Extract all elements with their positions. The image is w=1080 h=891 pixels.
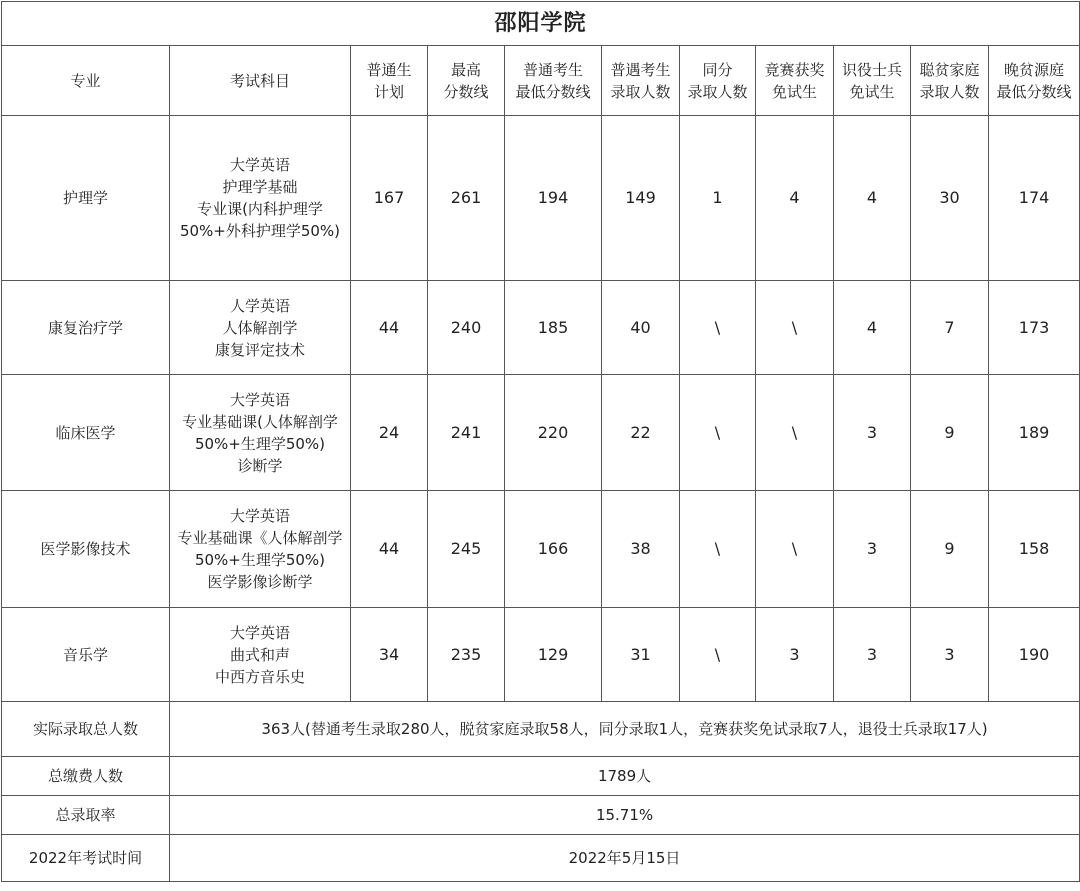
- summary-value: 1789人: [170, 757, 1080, 796]
- min-score-cell: 194: [505, 116, 602, 281]
- summary-label: 实际录取总人数: [2, 702, 170, 757]
- max-score-cell: 240: [428, 281, 505, 375]
- min-score-cell: 129: [505, 608, 602, 702]
- competition-cell: \: [756, 375, 834, 491]
- subject-line: 50%+外科护理学50%): [179, 222, 341, 240]
- header-line: 最低分数线: [996, 82, 1072, 101]
- summary-label: 总录取率: [2, 796, 170, 835]
- major-cell: 医学影像技术: [2, 491, 170, 608]
- min-score-cell: 166: [505, 491, 602, 608]
- poverty-min-cell: 173: [989, 281, 1080, 375]
- table-row: [2, 116, 1080, 281]
- same-score-cell: 1: [680, 116, 756, 281]
- admitted-cell: 22: [602, 375, 680, 491]
- summary-row: [2, 835, 1080, 882]
- header-line: 晚贫源庭: [1004, 60, 1065, 79]
- summary-value: 363人(替通考生录取280人，脱贫家庭录取58人，同分录取1人，竞赛获奖免试录取7人，退役士兵录取17人): [170, 702, 1080, 757]
- column-header: [505, 46, 602, 116]
- column-header: [2, 46, 170, 116]
- same-score-cell: \: [680, 375, 756, 491]
- same-score-cell: \: [680, 281, 756, 375]
- summary-row: [2, 702, 1080, 757]
- subject-line: 医学影像诊断学: [207, 573, 313, 591]
- competition-cell: \: [756, 491, 834, 608]
- table-title: 邵阳学院: [2, 2, 1080, 46]
- table-row: [2, 281, 1080, 375]
- competition-cell: \: [756, 281, 834, 375]
- plan-cell: 24: [351, 375, 428, 491]
- major-cell: 临床医学: [2, 375, 170, 491]
- header-line: 分数线: [443, 82, 489, 101]
- min-score-cell: 220: [505, 375, 602, 491]
- column-header: [170, 46, 351, 116]
- admitted-cell: 38: [602, 491, 680, 608]
- same-score-cell: \: [680, 491, 756, 608]
- subjects-cell: [170, 281, 351, 375]
- same-score-cell: \: [680, 608, 756, 702]
- header-line: 专业: [70, 71, 101, 90]
- column-header: [989, 46, 1080, 116]
- column-header: [756, 46, 834, 116]
- poverty-min-cell: 190: [989, 608, 1080, 702]
- max-score-cell: 241: [428, 375, 505, 491]
- header-line: 识役士兵: [841, 60, 902, 79]
- subject-line: 大学英语: [229, 507, 290, 525]
- table-row: [2, 608, 1080, 702]
- max-score-cell: 245: [428, 491, 505, 608]
- poverty-min-cell: 158: [989, 491, 1080, 608]
- header-line: 同分: [702, 60, 733, 79]
- subjects-cell: [170, 608, 351, 702]
- subject-line: 大学英语: [229, 390, 290, 409]
- poverty-cell: 9: [911, 375, 989, 491]
- veteran-cell: 3: [834, 608, 911, 702]
- admitted-cell: 40: [602, 281, 680, 375]
- veteran-cell: 4: [834, 116, 911, 281]
- header-line: 普通生: [366, 60, 412, 79]
- header-line: 竟赛获奖: [764, 60, 825, 79]
- poverty-cell: 3: [911, 608, 989, 702]
- header-line: 录取人数: [919, 82, 980, 101]
- summary-label: 2022年考试时间: [2, 835, 170, 882]
- poverty-min-cell: 174: [989, 116, 1080, 281]
- admitted-cell: 31: [602, 608, 680, 702]
- title-row: [2, 2, 1080, 46]
- header-line: 聪贫家庭: [919, 60, 980, 79]
- subject-line: 中西方音乐史: [214, 667, 305, 686]
- summary-value: 15.71%: [170, 796, 1080, 835]
- table-row: [2, 375, 1080, 491]
- header-line: 最低分数线: [515, 82, 591, 101]
- competition-cell: 3: [756, 608, 834, 702]
- plan-cell: 44: [351, 491, 428, 608]
- column-header: [911, 46, 989, 116]
- header-line: 计划: [373, 82, 404, 101]
- subject-line: 曲式和声: [229, 645, 290, 664]
- subject-line: 大学英语: [229, 623, 290, 642]
- header-line: 免试生: [771, 82, 817, 101]
- subject-line: 人学英语: [229, 296, 290, 315]
- header-line: 录取人数: [610, 82, 671, 101]
- poverty-cell: 7: [911, 281, 989, 375]
- subjects-cell: [170, 375, 351, 491]
- poverty-cell: 30: [911, 116, 989, 281]
- competition-cell: 4: [756, 116, 834, 281]
- header-line: 最高: [450, 60, 481, 79]
- subject-line: 50%+生理学50%): [194, 434, 326, 453]
- plan-cell: 34: [351, 608, 428, 702]
- plan-cell: 167: [351, 116, 428, 281]
- header-line: 免试生: [849, 82, 895, 101]
- column-header: [602, 46, 680, 116]
- subject-line: 专业课(内科护理学: [197, 200, 323, 218]
- column-header: [834, 46, 911, 116]
- major-cell: 音乐学: [2, 608, 170, 702]
- subjects-cell: [170, 491, 351, 608]
- veteran-cell: 3: [834, 375, 911, 491]
- summary-label: 总缴费人数: [2, 757, 170, 796]
- header-line: 考试科目: [229, 71, 290, 90]
- header-row: [2, 46, 1080, 116]
- subject-line: 大学英语: [229, 156, 290, 174]
- veteran-cell: 3: [834, 491, 911, 608]
- subject-line: 诊断学: [237, 456, 283, 475]
- max-score-cell: 261: [428, 116, 505, 281]
- table-body: [2, 116, 1080, 702]
- subject-line: 人体解剖学: [222, 318, 298, 337]
- max-score-cell: 235: [428, 608, 505, 702]
- column-header: [680, 46, 756, 116]
- subject-line: 护理学基础: [222, 178, 298, 196]
- summary-value: 2022年5月15日: [170, 835, 1080, 882]
- summary-row: [2, 757, 1080, 796]
- header-line: 普遇考生: [610, 60, 671, 79]
- table-row: [2, 491, 1080, 608]
- column-header: [428, 46, 505, 116]
- major-cell: 护理学: [2, 116, 170, 281]
- subject-line: 50%+生理学50%): [194, 551, 326, 569]
- poverty-min-cell: 189: [989, 375, 1080, 491]
- veteran-cell: 4: [834, 281, 911, 375]
- summary-body: [2, 702, 1080, 882]
- summary-row: [2, 796, 1080, 835]
- admission-table: [1, 1, 1080, 882]
- plan-cell: 44: [351, 281, 428, 375]
- subject-line: 专业基础课(人体解剖学: [182, 412, 338, 431]
- poverty-cell: 9: [911, 491, 989, 608]
- min-score-cell: 185: [505, 281, 602, 375]
- header-line: 普通考生: [522, 60, 583, 79]
- subject-line: 专业基础课《人体解剖学: [177, 529, 343, 547]
- major-cell: 康复治疗学: [2, 281, 170, 375]
- header-line: 录取人数: [687, 82, 748, 101]
- subjects-cell: [170, 116, 351, 281]
- admitted-cell: 149: [602, 116, 680, 281]
- column-header: [351, 46, 428, 116]
- subject-line: 康复评定技术: [214, 340, 305, 359]
